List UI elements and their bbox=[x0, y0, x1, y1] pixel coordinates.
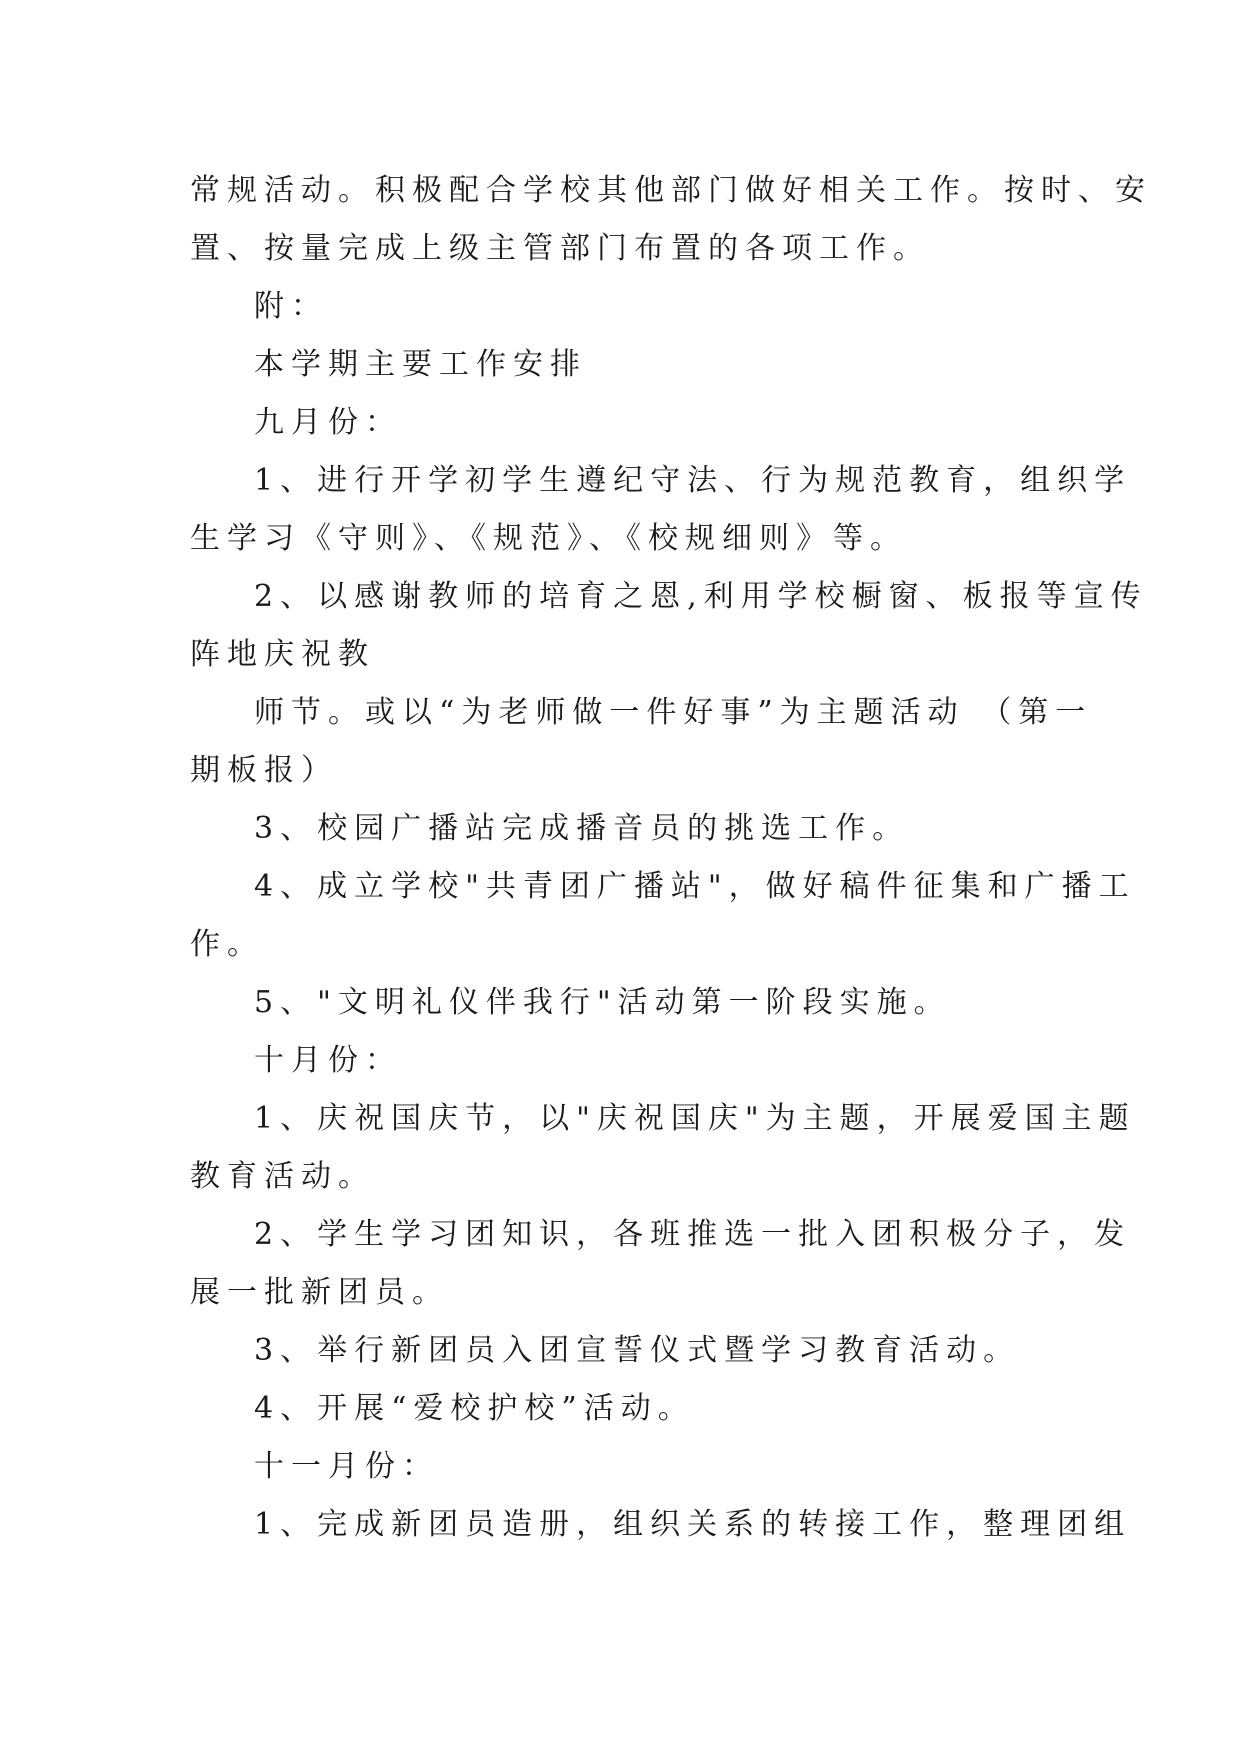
text-line: 4、开展“爱校护校”活动。 bbox=[254, 1391, 695, 1426]
text-line: 生学习《守则》、《规范》、《校规细则》等。 bbox=[190, 521, 907, 556]
text-line: 1、进行开学初学生遵纪守法、行为规范教育，组织学 bbox=[254, 463, 1132, 498]
text-line: 附： bbox=[254, 289, 328, 324]
month-heading: 十一月份： bbox=[254, 1449, 439, 1484]
document-body bbox=[190, 162, 1152, 1554]
text-line: 教育活动。 bbox=[190, 1159, 375, 1194]
text-line: 期板报） bbox=[190, 753, 338, 788]
text-line: 5、"文明礼仪伴我行"活动第一阶段实施。 bbox=[254, 985, 951, 1020]
text-line: 展一批新团员。 bbox=[190, 1275, 449, 1310]
text-line: 师节。或以“为老师做一件好事”为主题活动 （第一 bbox=[254, 695, 1093, 730]
text-line: 阵地庆祝教 bbox=[190, 637, 375, 672]
text-line: 4、成立学校"共青团广播站"，做好稿件征集和广播工 bbox=[254, 869, 1136, 904]
text-line: 2、学生学习团知识，各班推选一批入团积极分子，发 bbox=[254, 1217, 1132, 1252]
text-line: 1、庆祝国庆节，以"庆祝国庆"为主题，开展爱国主题 bbox=[254, 1101, 1136, 1136]
section-heading: 本学期主要工作安排 bbox=[254, 347, 587, 382]
text-line: 3、举行新团员入团宣誓仪式暨学习教育活动。 bbox=[254, 1333, 1021, 1368]
month-heading: 九月份： bbox=[254, 405, 402, 440]
text-line: 置、按量完成上级主管部门布置的各项工作。 bbox=[190, 231, 930, 266]
text-line: 3、校园广播站完成播音员的挑选工作。 bbox=[254, 811, 910, 846]
text-line: 作。 bbox=[190, 927, 264, 962]
text-line: 常规活动。积极配合学校其他部门做好相关工作。按时、安 bbox=[190, 173, 1152, 208]
month-heading: 十月份： bbox=[254, 1043, 402, 1078]
text-line: 1、完成新团员造册，组织关系的转接工作，整理团组 bbox=[254, 1507, 1132, 1542]
text-line: 2、以感谢教师的培育之恩,利用学校橱窗、板报等宣传 bbox=[254, 579, 1148, 614]
